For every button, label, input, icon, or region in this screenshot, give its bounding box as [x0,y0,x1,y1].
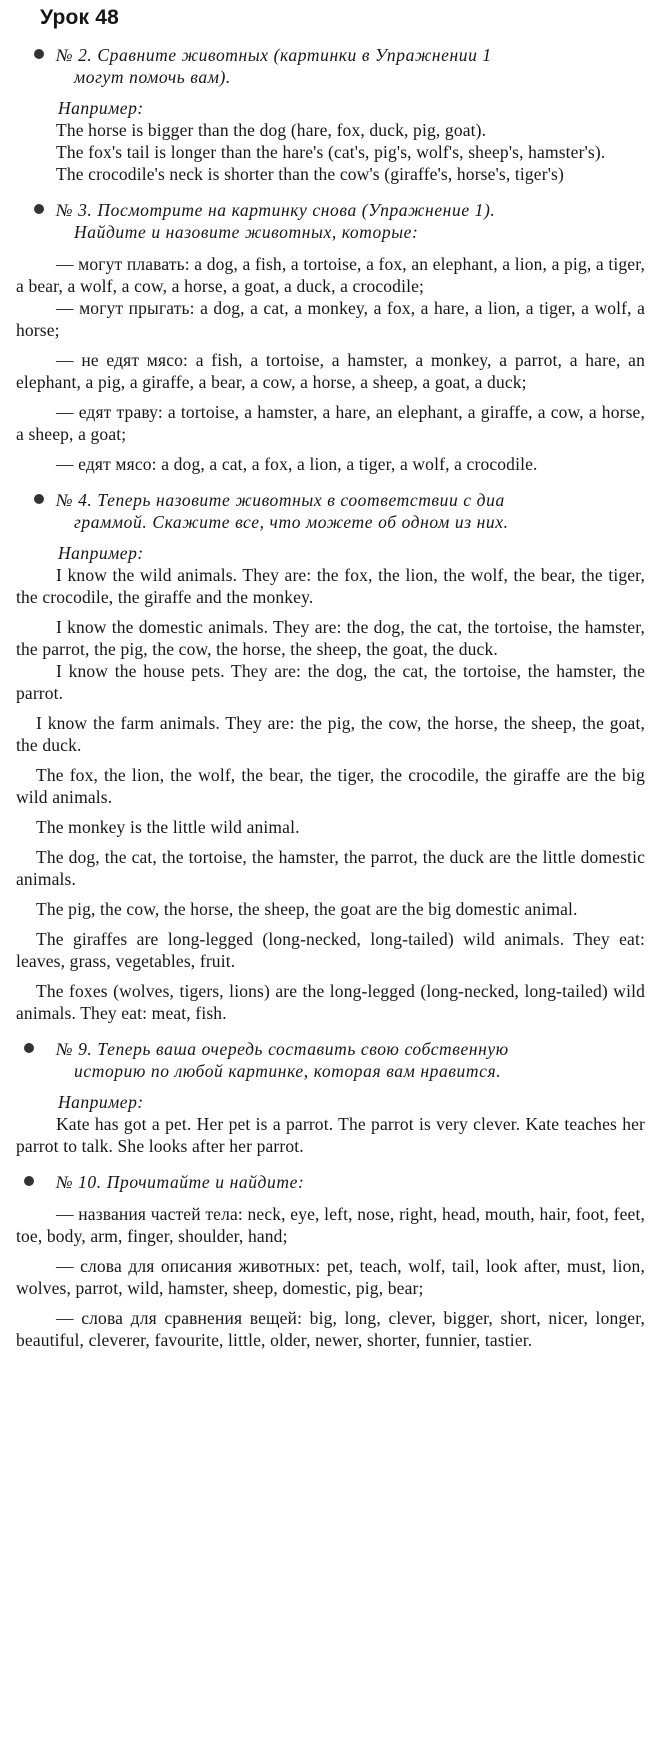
task-9-heading: № 9. Теперь ваша очередь составить свою собственную историю по любой картинке, которая вам нравится. [16,1038,645,1082]
paragraph: The fox, the lion, the wolf, the bear, the tiger, the crocodile, the giraffe are the big wild animals. [16,765,645,807]
page [0,6,667,1761]
paragraph: The dog, the cat, the tortoise, the hamster, the parrot, the duck are the little domestic animals. [16,847,645,889]
paragraph: — едят мясо: a dog, a cat, a fox, a lion, a tiger, a wolf, a crocodile. [56,454,538,474]
bullet-icon [34,494,44,504]
paragraph: — слова для описания животных: pet, teach, wolf, tail, look after, must, lion, wolves, parrot, wild, hamster, sheep, domestic, pig, bear; [16,1256,645,1298]
bullet-icon [34,204,44,214]
task-4 [16,489,645,1024]
paragraph: The horse is bigger than the dog (hare, fox, duck, pig, goat). [56,120,487,140]
paragraph: I know the domestic animals. They are: the dog, the cat, the tortoise, the hamster, the parrot, the pig, the cow, the horse, the sheep, the goat, the duck. [16,617,645,659]
bullet-icon [34,49,44,59]
example-label: Например: [58,1092,144,1112]
paragraph: I know the farm animals. They are: the pig, the cow, the horse, the sheep, the goat, the duck. [16,713,645,755]
paragraph: — едят траву: a tortoise, a hamster, a hare, an elephant, a giraffe, a cow, a horse, a sheep, a goat; [16,402,645,444]
paragraph: — слова для сравнения вещей: big, long, clever, bigger, short, nicer, longer, beautiful, cleverer, favourite, little, older, newer, shorter, funnier, tastier. [16,1308,645,1350]
paragraph: Kate has got a pet. Her pet is a parrot. The parrot is very clever. Kate teaches her parrot to talk. She looks after her parrot. [16,1114,645,1156]
paragraph: The crocodile's neck is shorter than the cow's (giraffe's, horse's, tiger's) [56,164,564,184]
paragraph: I know the house pets. They are: the dog, the cat, the tortoise, the hamster, the parrot. [16,661,645,703]
paragraph: I know the wild animals. They are: the fox, the lion, the wolf, the bear, the tiger, the crocodile, the giraffe and the monkey. [16,565,645,607]
example-label: Например: [58,543,144,563]
task-9 [16,1038,645,1157]
paragraph: The giraffes are long-legged (long-necked, long-tailed) wild animals. They eat: leaves, grass, vegetables, fruit. [16,929,645,971]
task-10 [16,1171,645,1351]
task-10-heading: № 10. Прочитайте и найдите: [16,1171,645,1193]
paragraph: — не едят мясо: a fish, a tortoise, a hamster, a monkey, a parrot, a hare, an elephant, a pig, a giraffe, a bear, a cow, a horse, a sheep, a goat, a duck; [16,350,645,392]
task-2 [16,44,645,185]
paragraph: The monkey is the little wild animal. [36,817,300,837]
bullet-icon [24,1176,34,1186]
task-3 [16,199,645,475]
task-4-heading: № 4. Теперь назовите животных в соответствии с диа граммой. Скажите все, что можете об одном из них. [16,489,645,533]
paragraph: The fox's tail is longer than the hare's (cat's, pig's, wolf's, sheep's, hamster's). [56,142,606,162]
task-2-heading: № 2. Сравните животных (картинки в Упражнении 1 могут помочь вам). [16,44,645,88]
paragraph: The pig, the cow, the horse, the sheep, the goat are the big domestic animal. [36,899,578,919]
paragraph: — могут прыгать: a dog, a cat, a monkey, a fox, a hare, a lion, a tiger, a wolf, a horse; [16,298,645,340]
paragraph: — названия частей тела: neck, eye, left, nose, right, head, mouth, hair, foot, feet, toe, body, arm, finger, shoulder, hand; [16,1204,645,1246]
lesson-title: Урок 48 [40,6,120,29]
paragraph: The foxes (wolves, tigers, lions) are the long-legged (long-necked, long-tailed) wild animals. They eat: meat, fish. [16,981,645,1023]
paragraph: — могут плавать: a dog, a fish, a tortoise, a fox, an elephant, a lion, a pig, a tiger, a bear, a wolf, a cow, a horse, a goat, a duck, a crocodile; [16,254,645,296]
task-3-heading: № 3. Посмотрите на картинку снова (Упражнение 1). Найдите и назовите животных, которые: [16,199,645,243]
example-label: Например: [58,98,144,118]
bullet-icon [24,1043,34,1053]
